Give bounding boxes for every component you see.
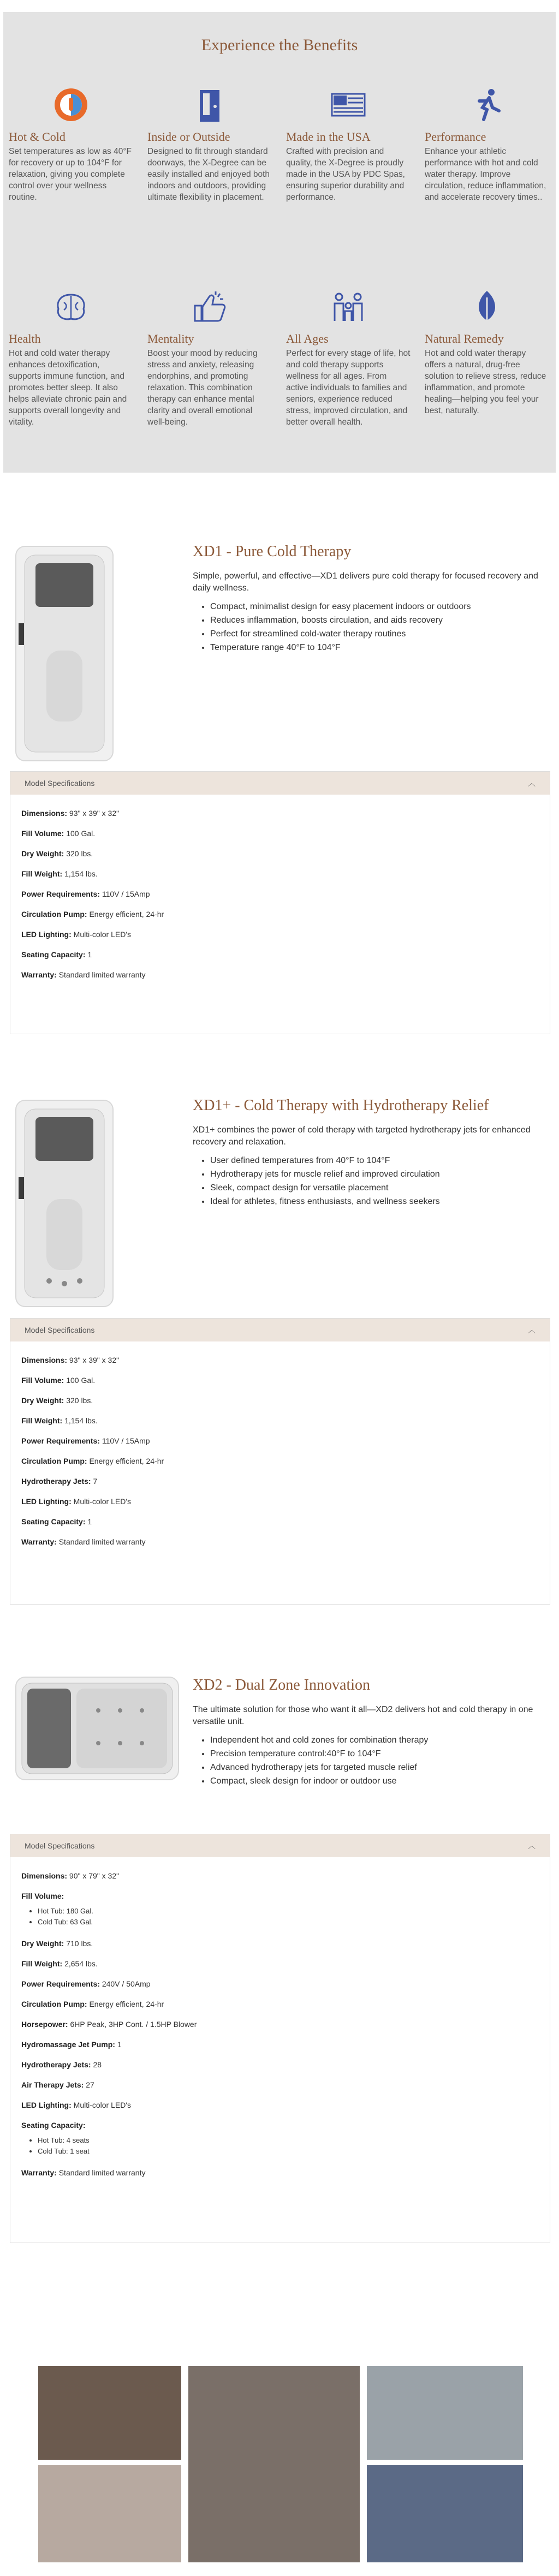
bullet-item: • Independent hot and cold zones for combination therapy	[210, 1733, 550, 1747]
chevron-up-icon: ︿	[528, 1326, 536, 1334]
benefit-title: Health	[9, 332, 41, 345]
benefit-desc: Perfect for every stage of life, hot and cold therapy supports wellness for all ages. From active individuals to families and seniors, experience reduced stress, improved circulation, and better overall health.	[286, 349, 411, 427]
benefit-desc: Hot and cold water therapy offers a natural, drug-free solution to relieve stress, reduce inflammation, and promote healing—helping you feel your best, naturally.	[425, 349, 546, 415]
benefit-title: All Ages	[286, 332, 329, 345]
runner-icon	[425, 83, 549, 127]
brain-icon	[9, 285, 133, 329]
spec-label: Model Specifications	[25, 1326, 95, 1334]
spec-row: Warranty: Standard limited warranty	[21, 970, 146, 979]
benefit-natural-remedy	[425, 285, 549, 465]
spec-row: Fill Weight: 2,654 lbs.	[21, 1959, 98, 1968]
benefit-desc: Boost your mood by reducing stress and anxiety, releasing endorphins, and promoting relaxation. This combination therapy can enhance mental clarity and overall emotional well-being.	[147, 349, 258, 427]
spec-row: Fill Volume: 100 Gal.	[21, 829, 96, 838]
thermometer-icon	[9, 83, 133, 127]
flag-icon	[286, 83, 411, 127]
bullet-item: • Precision temperature control:40°F to 104°F	[210, 1747, 550, 1761]
thumbs-up-icon	[147, 285, 272, 329]
bullet-item: • Advanced hydrotherapy jets for targeted muscle relief	[210, 1761, 550, 1774]
spec-row: Dry Weight: 320 lbs.	[21, 1396, 93, 1405]
benefit-desc: Hot and cold water therapy enhances detoxification, supports immune function, and promotes better sleep. It also helps alleviate chronic pain and supports overall longevity and vitality.	[9, 349, 127, 427]
bullet-item: • Compact, sleek design for indoor or outdoor use	[210, 1774, 550, 1788]
product-xd1	[10, 543, 550, 1034]
spec-row: Horsepower: 6HP Peak, 3HP Cont. / 1.5HP Blower	[21, 2020, 197, 2029]
product-xd2	[10, 1677, 550, 2244]
chevron-up-icon: ︿	[528, 779, 536, 788]
spec-row: Seating Capacity: • Hot Tub: 4 seats • Cold Tub: 1 seat	[21, 2121, 539, 2157]
product-title: XD2 - Dual Zone Innovation	[193, 1677, 371, 1694]
bullet-item: • Sleek, compact design for versatile placement	[210, 1181, 550, 1195]
gallery-image[interactable]	[367, 2465, 523, 2562]
spec-row: LED Lighting: Multi-color LED's	[21, 930, 132, 939]
leaf-icon	[425, 285, 549, 329]
spec-row: Fill Weight: 1,154 lbs.	[21, 1416, 98, 1425]
bullet-item: • Compact, minimalist design for easy placement indoors or outdoors	[210, 600, 550, 613]
product-info	[193, 543, 550, 654]
benefits-title: Experience the Benefits	[201, 36, 358, 54]
benefit-desc: Set temperatures as low as 40°F for recovery or up to 104°F for relaxation, giving you complete control over your wellness routine.	[9, 147, 132, 202]
product-title: XD1 - Pure Cold Therapy	[193, 543, 352, 560]
bullet-item: • Ideal for athletes, fitness enthusiasts, and wellness seekers	[210, 1195, 550, 1208]
benefit-title: Inside or Outside	[147, 130, 230, 144]
spec-row: Dry Weight: 320 lbs.	[21, 849, 93, 858]
gallery-image[interactable]	[188, 2366, 360, 2562]
benefit-mentality	[147, 285, 272, 465]
spec-row: Power Requirements: 110V / 15Amp	[21, 890, 150, 898]
spec-label: Model Specifications	[25, 1841, 95, 1850]
spec-row: Dry Weight: 710 lbs.	[21, 1939, 93, 1948]
benefit-performance	[425, 83, 549, 263]
product-xd1-plus	[10, 1097, 550, 1599]
benefit-title: Made in the USA	[286, 130, 371, 144]
spec-row: Fill Weight: 1,154 lbs.	[21, 869, 98, 878]
product-desc: The ultimate solution for those who want it all—XD2 delivers hot and cold therapy in one versatile unit.	[193, 1705, 533, 1726]
product-image-xd2	[15, 1677, 179, 1780]
spec-row: Dimensions: 93" x 39" x 32"	[21, 809, 120, 818]
benefit-made-usa	[286, 83, 411, 263]
gallery-image[interactable]	[367, 2366, 523, 2460]
product-bullets	[210, 600, 550, 654]
spec-row: Circulation Pump: Energy efficient, 24-hr	[21, 2000, 164, 2008]
product-desc: Simple, powerful, and effective—XD1 delivers pure cold therapy for focused recovery and daily wellness.	[193, 571, 538, 593]
spec-row: Hydrotherapy Jets: 7	[21, 1477, 98, 1486]
spec-row: Fill Volume: • Hot Tub: 180 Gal. • Cold Tub: 63 Gal.	[21, 1892, 539, 1928]
benefit-inside-outside	[147, 83, 272, 263]
spec-toggle[interactable]	[10, 1834, 550, 1857]
benefits-section	[3, 12, 556, 473]
benefit-desc: Crafted with precision and quality, the X-Degree is proudly made in the USA by PDC Spas, ensuring superior durability and performance.	[286, 147, 405, 202]
door-icon	[147, 83, 272, 127]
spec-row: Circulation Pump: Energy efficient, 24-hr	[21, 910, 164, 919]
benefit-title: Hot & Cold	[9, 130, 66, 144]
bullet-item: • Reduces inflammation, boosts circulation, and aids recovery	[210, 613, 550, 627]
benefit-desc: Enhance your athletic performance with hot and cold water therapy. Improve circulation, reduce inflammation, and accelerate recovery times..	[425, 147, 546, 202]
spec-row: LED Lighting: Multi-color LED's	[21, 1497, 132, 1506]
bullet-item: • User defined temperatures from 40°F to 104°F	[210, 1154, 550, 1167]
spec-row: Circulation Pump: Energy efficient, 24-hr	[21, 1457, 164, 1465]
benefit-health	[9, 285, 133, 465]
spec-row: Warranty: Standard limited warranty	[21, 2168, 146, 2177]
product-image-xd1-plus	[15, 1100, 114, 1307]
spec-row: Power Requirements: 240V / 50Amp	[21, 1979, 151, 1988]
chevron-up-icon: ︿	[528, 1841, 536, 1850]
spec-row: Fill Volume: 100 Gal.	[21, 1376, 96, 1385]
spec-row: Air Therapy Jets: 27	[21, 2080, 94, 2089]
model-specifications	[10, 1834, 550, 2243]
spec-toggle[interactable]	[10, 1319, 550, 1341]
product-bullets	[210, 1154, 550, 1208]
benefit-title: Natural Remedy	[425, 332, 504, 345]
gallery-image[interactable]	[38, 2366, 181, 2460]
spec-row: Hydromassage Jet Pump: 1	[21, 2040, 122, 2049]
spec-row: Warranty: Standard limited warranty	[21, 1537, 146, 1546]
product-image-xd1	[15, 546, 114, 761]
spec-toggle[interactable]	[10, 772, 550, 795]
benefit-title: Mentality	[147, 332, 194, 345]
spec-label: Model Specifications	[25, 779, 95, 788]
spec-body	[10, 1341, 550, 1572]
bullet-item: • Perfect for streamlined cold-water therapy routines	[210, 627, 550, 641]
benefit-desc: Designed to fit through standard doorways, the X-Degree can be easily installed and enjoyed both indoors and outdoors, providing ultimate flexibility in placement.	[147, 147, 270, 202]
benefits-grid	[9, 83, 549, 465]
bullet-item: • Hydrotherapy jets for muscle relief and improved circulation	[210, 1167, 550, 1181]
spec-row: Hydrotherapy Jets: 28	[21, 2060, 102, 2069]
benefit-all-ages	[286, 285, 411, 465]
spec-row: Dimensions: 93" x 39" x 32"	[21, 1356, 120, 1364]
spec-row: Seating Capacity: 1	[21, 1517, 92, 1526]
spec-row: Seating Capacity: 1	[21, 950, 92, 959]
spec-row: Dimensions: 90" x 79" x 32"	[21, 1871, 120, 1880]
product-bullets	[210, 1733, 550, 1788]
spec-body	[10, 795, 550, 1005]
model-specifications	[10, 1318, 550, 1605]
benefit-title: Performance	[425, 130, 486, 144]
product-title: XD1+ - Cold Therapy with Hydrotherapy Relief	[193, 1097, 489, 1114]
gallery-image[interactable]	[38, 2465, 181, 2562]
family-icon	[286, 285, 411, 329]
spec-row: Power Requirements: 110V / 15Amp	[21, 1436, 150, 1445]
benefit-hot-cold	[9, 83, 133, 263]
spec-body	[10, 1857, 550, 2203]
spec-row: LED Lighting: Multi-color LED's	[21, 2101, 132, 2109]
bullet-item: • Temperature range 40°F to 104°F	[210, 641, 550, 654]
product-desc: XD1+ combines the power of cold therapy with targeted hydrotherapy jets for enhanced recovery and relaxation.	[193, 1125, 531, 1147]
product-info	[193, 1097, 550, 1208]
model-specifications	[10, 771, 550, 1034]
product-info	[193, 1677, 550, 1788]
